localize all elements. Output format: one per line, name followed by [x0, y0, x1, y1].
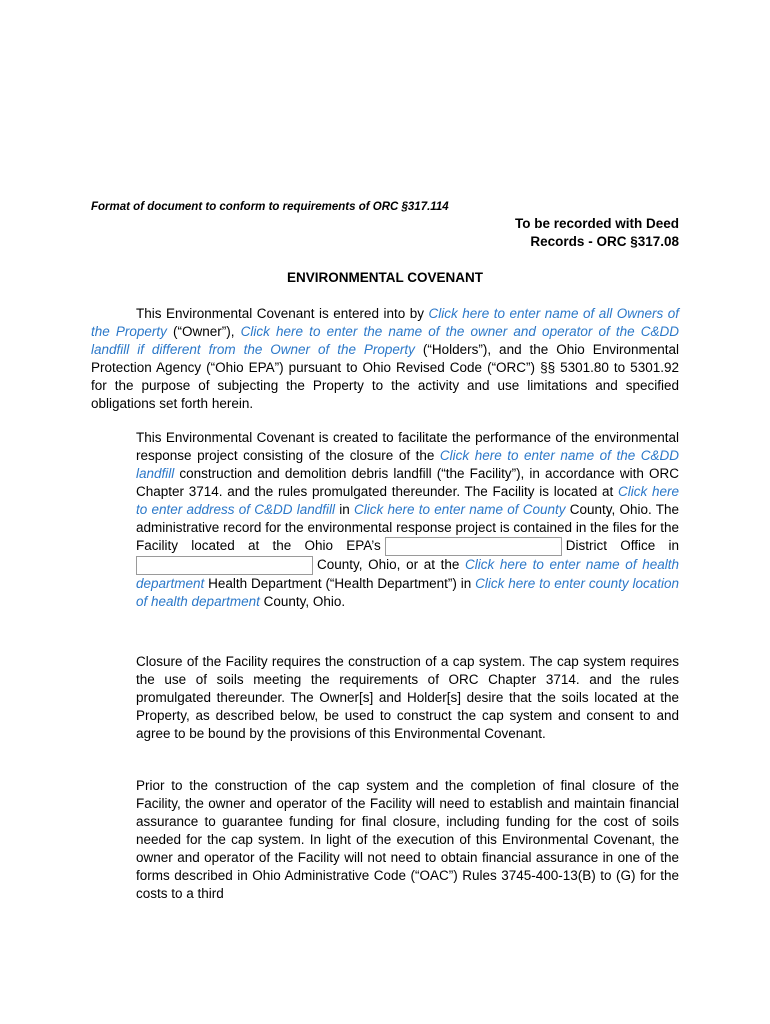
operator-name-placeholder[interactable]: Click here to enter the name of the owner and operator of the C&DD landfill if different from the Owner of the Property [91, 324, 679, 357]
text: (“Owner”), [166, 324, 241, 339]
recording-note-line2: Records - ORC §317.08 [530, 234, 679, 249]
text: This Environmental Covenant is entered into by [136, 306, 429, 321]
text: (“Holders”), and the Ohio Environmental Protection Agency (“Ohio EPA”) pursuant to Ohio Revised Code (“ORC”) §§ 5301.80 to 5301.92 for the purpose of subjecting the Property to the activity and use limitations and specified obligations set forth herein. [91, 342, 679, 411]
health-department-county-placeholder[interactable]: Click here to enter county location of health department [136, 576, 679, 609]
health-department-placeholder[interactable]: Click here to enter name of health department [136, 557, 679, 591]
office-county-field[interactable] [136, 556, 313, 575]
text: construction and demolition debris landfill (“the Facility”), in accordance with ORC Chapter 3714. and the rules promulgated thereunder. The Facility is located at [136, 466, 679, 499]
recording-note [515, 215, 679, 251]
paragraph-cap-system: Closure of the Facility requires the construction of a cap system. The cap system requires the use of soils meeting the requirements of ORC Chapter 3714. and the rules promulgated thereunder. The Owner[s] and Holder[s] desire that the soils located at the Property, as described below, be used to construct the cap system and consent to and agree to be bound by the provisions of this Environmental Covenant. [136, 654, 679, 741]
landfill-name-placeholder[interactable]: Click here to enter name of the C&DD landfill [136, 448, 679, 481]
landfill-address-placeholder[interactable]: Click here to enter address of C&DD landfill [136, 484, 679, 517]
owners-name-placeholder[interactable]: Click here to enter name of all Owners of the Property [91, 306, 679, 339]
text: County, Ohio. The administrative record for the environmental response project is contained in the files for the Facility located at the Ohio EPA’s [136, 502, 680, 554]
text: County, Ohio, or at the [317, 557, 466, 573]
text: This Environmental Covenant is created to facilitate the performance of the environmental response project consisting of the closure of the [136, 430, 679, 463]
district-office-field[interactable] [385, 537, 562, 556]
county-name-placeholder[interactable]: Click here to enter name of County [354, 502, 566, 517]
format-note: Format of document to conform to requirements of ORC §317.114 [91, 201, 449, 213]
text: Health Department (“Health Department”) in [204, 576, 476, 591]
paragraph-intro [91, 305, 679, 413]
paragraph-purpose [136, 429, 679, 611]
text: District Office in [565, 538, 679, 554]
page-title: ENVIRONMENTAL COVENANT [286, 270, 483, 285]
paragraph-financial-assurance: Prior to the construction of the cap system and the completion of final closure of the Facility, the owner and operator of the Facility will need to establish and maintain financial assurance to guarantee funding for final closure, including funding for the cost of soils needed for the cap system. In light of the execution of this Environmental Covenant, the owner and operator of the Facility will not need to obtain financial assurance in one of the forms described in Ohio Administrative Code (“OAC”) Rules 3745-400-13(B) to (G) for the costs to a third [136, 778, 679, 901]
text: in [335, 502, 354, 517]
recording-note-line1: To be recorded with Deed [514, 216, 679, 231]
text: County, Ohio. [259, 594, 346, 609]
